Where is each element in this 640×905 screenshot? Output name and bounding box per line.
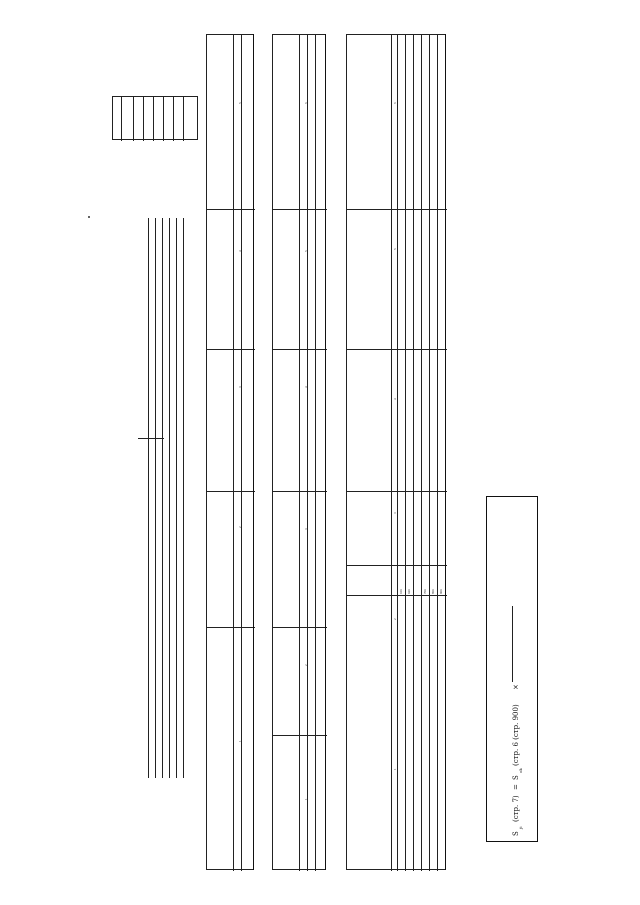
field-underline	[183, 218, 184, 778]
col-number: 5	[304, 250, 308, 252]
date-rule	[138, 438, 164, 439]
field-underline	[169, 218, 170, 778]
col-number: 1	[304, 798, 308, 800]
formula-mid-sub: ok	[518, 768, 523, 773]
section-1-table	[206, 34, 254, 870]
formula-times: ×	[512, 684, 520, 690]
col-number: 5	[238, 102, 242, 104]
col-number: 6	[304, 102, 308, 104]
field-underline	[155, 218, 156, 778]
col-number: 3	[393, 512, 397, 514]
col-number: 3	[304, 528, 308, 530]
codes-box	[112, 96, 198, 140]
formula-lhs-sub: ji	[518, 826, 523, 829]
section-2-table	[272, 34, 326, 870]
col-number: 1	[238, 740, 242, 742]
col-number: 6	[393, 102, 397, 104]
col-number: 3	[238, 386, 242, 388]
col-number: 1	[393, 768, 397, 770]
formula-mid-arg: (стр. 6 (стр. 900)	[512, 704, 520, 766]
formula-equals: =	[512, 784, 520, 790]
col-number: 2	[393, 618, 397, 620]
col-number: 4	[304, 386, 308, 388]
section-3-table	[346, 34, 446, 870]
line-code: 800	[431, 589, 435, 594]
col-number: 2	[238, 526, 242, 528]
col-number: 4	[393, 398, 397, 400]
line-code: 900	[439, 589, 443, 594]
formula-lhs: S	[512, 831, 520, 836]
scan-speck	[88, 216, 90, 218]
col-number: 4	[238, 250, 242, 252]
line-code: 700	[423, 589, 427, 594]
fraction-bar	[512, 606, 513, 682]
col-number: 5	[393, 248, 397, 250]
formula-lhs-arg: (стр. 7)	[512, 795, 520, 822]
col-number: 2	[304, 664, 308, 666]
field-underline	[176, 218, 177, 778]
field-underline	[148, 218, 149, 778]
line-code: 020	[407, 589, 411, 594]
line-code: 010	[399, 589, 403, 594]
field-underline	[162, 218, 163, 778]
formula-mid: S	[512, 775, 520, 780]
